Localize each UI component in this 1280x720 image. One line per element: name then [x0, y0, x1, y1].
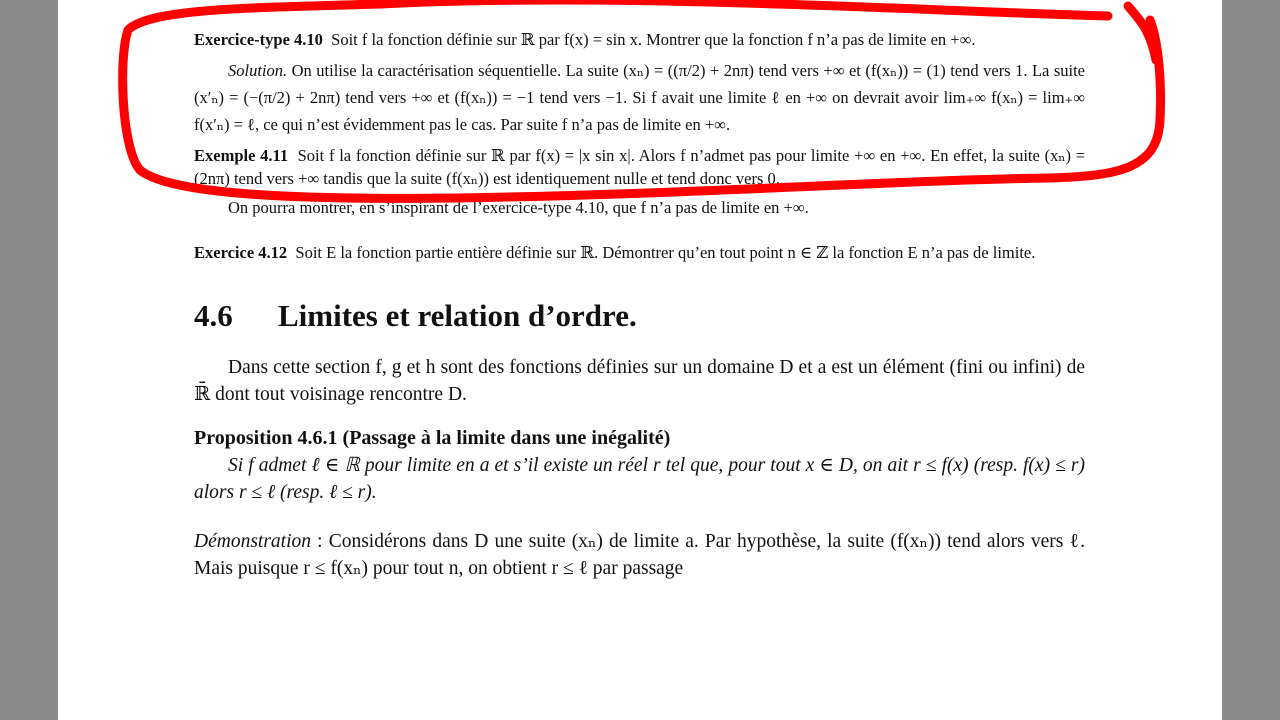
- demonstration-label: Démonstration: [194, 531, 311, 552]
- proposition-text: Si f admet ℓ ∈ ℝ pour limite en a et s’il existe un réel r tel que, pour tout x ∈ D, on ait r ≤ f(x) (resp. f(x) ≤ r) alors r ≤ ℓ (resp. ℓ ≤ r).: [194, 455, 1085, 503]
- example-4-11: [194, 144, 1085, 190]
- section-intro: Dans cette section f, g et h sont des fonctions définies sur un domaine D et a est un élément (fini ou infini) de ℝ̄ dont tout voisinage rencontre D.: [194, 357, 1085, 405]
- exercise-4-12: [194, 239, 1085, 266]
- exercise-4-12-title: Exercice 4.12: [194, 243, 288, 262]
- section-title: Limites et relation d’ordre.: [278, 298, 637, 333]
- example-4-11-title: Exemple 4.11: [194, 146, 289, 165]
- demonstration-text: : Considérons dans D une suite (xₙ) de limite a. Par hypothèse, la suite (f(xₙ)) tend alors vers ℓ. Mais puisque r ≤ f(xₙ) pour tout n, on obtient r ≤ ℓ par passage: [194, 531, 1085, 579]
- page-content: [194, 28, 1085, 582]
- section-heading: [194, 298, 1085, 334]
- solution-label: Solution.: [228, 61, 288, 80]
- exercise-4-10-solution: [194, 57, 1085, 138]
- proposition-statement: [194, 452, 1085, 506]
- proposition-title: Proposition 4.6.1 (Passage à la limite dans une inégalité): [194, 427, 671, 449]
- example-4-11-followup: On pourra montrer, en s’inspirant de l’exercice-type 4.10, que f n’a pas de limite en +∞.: [228, 198, 809, 217]
- exercise-4-12-text: Soit E la fonction partie entière définie sur ℝ. Démontrer qu’en tout point n ∈ ℤ la fonction E n’a pas de limite.: [295, 243, 1036, 262]
- exercise-4-10-statement: Soit f la fonction définie sur ℝ par f(x) = sin x. Montrer que la fonction f n’a pas de limite en +∞.: [331, 30, 976, 49]
- demonstration: [194, 528, 1085, 582]
- solution-text: On utilise la caractérisation séquentielle. La suite (xₙ) = ((π/2) + 2nπ) tend vers +∞ et (f(xₙ)) = (1) tend vers 1. La suite (x′ₙ) = (−(π/2) + 2nπ) tend vers +∞ et (f(xₙ)) = −1 tend vers −1. Si f avait une limite ℓ en +∞ on devrait avoir lim₊∞ f(xₙ) = lim₊∞ f(x′ₙ) = ℓ, ce qui n’est évidemment pas le cas. Par suite f n’a pas de limite en +∞.: [194, 61, 1086, 134]
- section-number: 4.6: [194, 298, 233, 333]
- exercise-4-10-title: Exercice-type 4.10: [194, 30, 323, 49]
- example-4-11-text: Soit f la fonction définie sur ℝ par f(x) = |x sin x|. Alors f n’admet pas pour limite +∞ en +∞. En effet, la suite (xₙ) = (2nπ) tend vers +∞ tandis que la suite (f(xₙ)) est identiquement nulle et tend donc vers 0.: [194, 146, 1086, 188]
- document-page: [58, 0, 1222, 720]
- exercise-4-10: [194, 28, 1085, 51]
